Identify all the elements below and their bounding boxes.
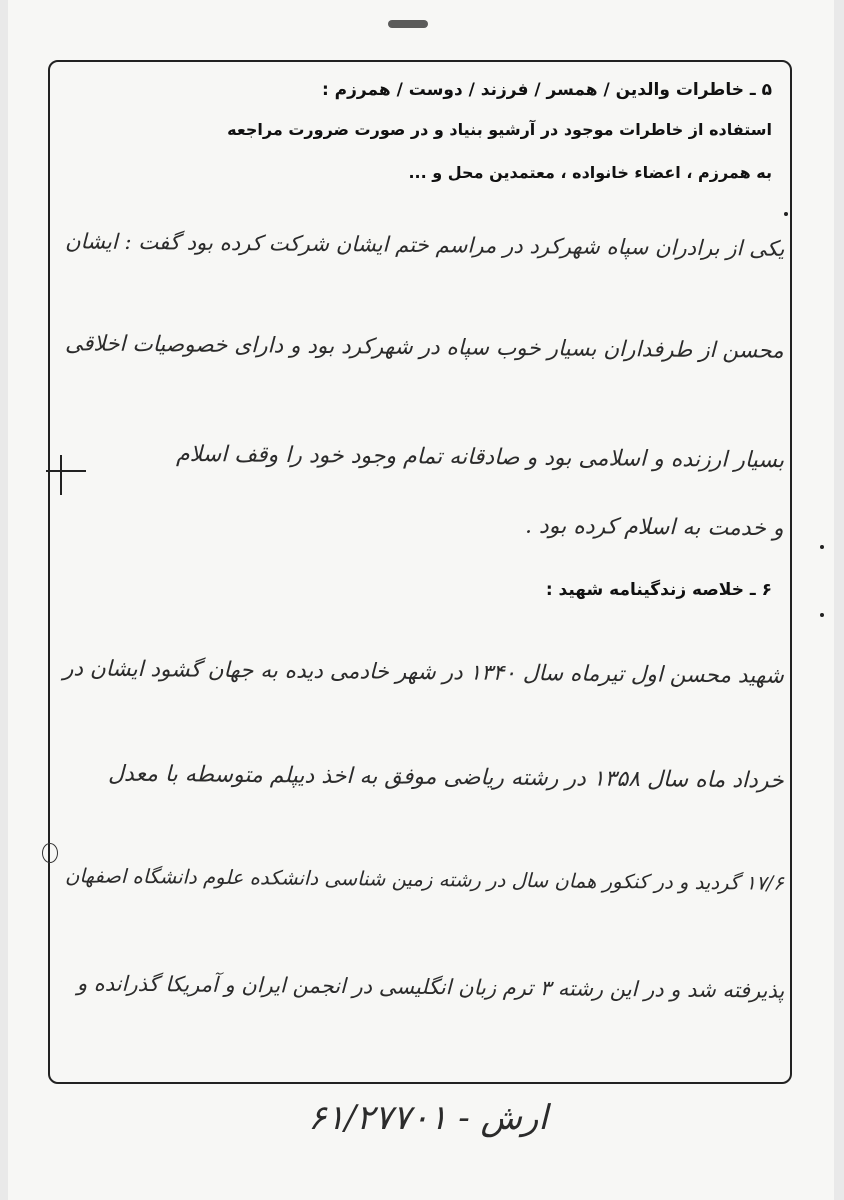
archive-code: ارش - ۶۱/۲۷۷۰۱	[308, 1098, 548, 1138]
section6-heading: ۶ ـ خلاصه زندگینامه شهید :	[545, 580, 772, 600]
biography-line: ۱۷/۶ گردید و در کنکور همان سال در رشته زمین شناسی دانشکده علوم دانشگاه اصفهان	[65, 864, 785, 895]
form-frame	[48, 60, 792, 1084]
section5-instruction-line1: استفاده از خاطرات موجود در آرشیو بنیاد و در صورت ضرورت مراجعه	[227, 120, 772, 139]
biography-line: شهید محسن اول تیرماه سال ۱۳۴۰ در شهر خادمی دیده به جهان گشود ایشان در	[63, 656, 785, 689]
scanned-page	[8, 0, 834, 1200]
margin-dot	[820, 613, 824, 617]
memoir-line: محسن از طرفداران بسیار خوب سپاه در شهرکرد بود و دارای خصوصیات اخلاقی	[65, 331, 785, 364]
margin-tick-mark	[60, 455, 62, 495]
margin-dot	[784, 212, 788, 216]
margin-circle-mark	[42, 843, 58, 863]
memoir-line: بسیار ارزنده و اسلامی بود و صادقانه تمام وجود خود را وقف اسلام	[175, 441, 785, 474]
memoir-line: یکی از برادران سپاه شهرکرد در مراسم ختم ایشان شرکت کرده بود گفت : ایشان	[64, 228, 785, 261]
memoir-line: و خدمت به اسلام کرده بود .	[525, 513, 785, 542]
margin-dot	[820, 545, 824, 549]
section5-instruction-line2: به همرزم ، اعضاء خانواده ، معتمدین محل و ...	[408, 163, 772, 182]
section5-heading: ۵ ـ خاطرات والدین / همسر / فرزند / دوست / همرزم :	[321, 80, 772, 100]
biography-line: خرداد ماه سال ۱۳۵۸ در رشته ریاضی موفق به اخذ دیپلم متوسطه با معدل	[108, 761, 785, 794]
biography-line: پذیرفته شد و در این رشته ۳ ترم زبان انگلیسی در انجمن ایران و آمریکا گذرانده و	[76, 971, 785, 1003]
margin-tick-mark	[46, 470, 86, 472]
scan-artifact	[388, 20, 428, 28]
